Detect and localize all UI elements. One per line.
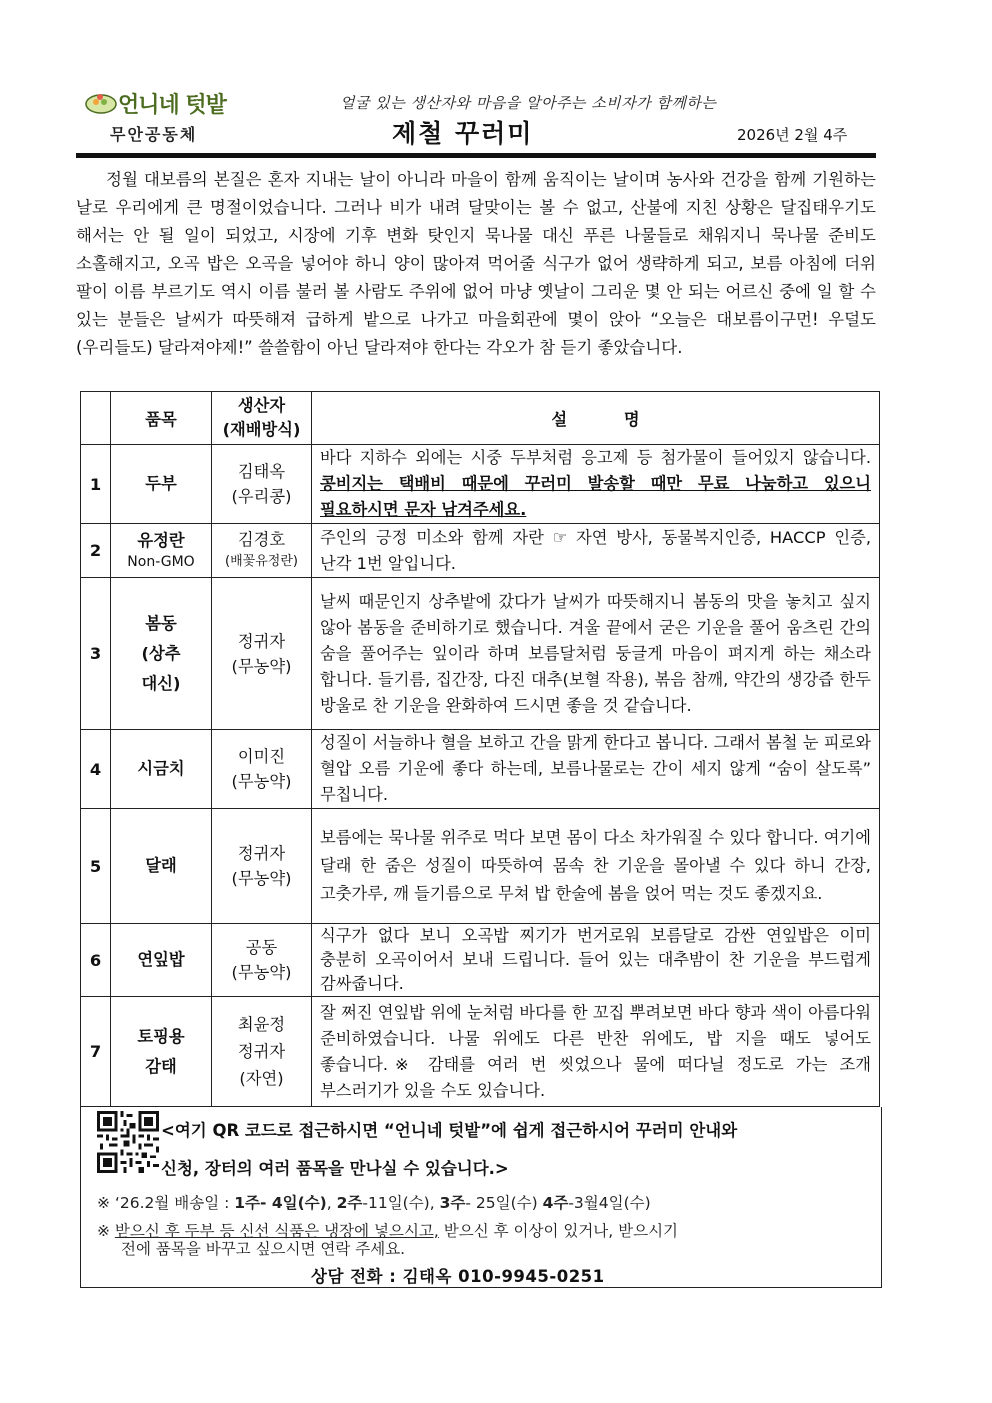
footer-box	[80, 1107, 882, 1288]
row-number: 2	[81, 524, 111, 578]
cultivation-method: (무농약)	[231, 656, 292, 676]
row-number: 1	[81, 445, 111, 524]
brand-name: 언니네 텃밭	[118, 93, 226, 118]
header-description: 설 명	[312, 392, 880, 445]
note-rest: 받으신 후 이상이 있거나, 받으시기	[438, 1222, 679, 1240]
item-name-line2: 감태	[145, 1056, 177, 1076]
cultivation-method: (무농약)	[231, 963, 292, 982]
header-no	[81, 392, 111, 445]
item-description: 식구가 없다 보니 오곡밥 찌기가 번거로워 보름달로 감싼 연잎밥은 이미 충분히 오곡이어서 보내 드립니다. 들어 있는 대추밤이 찬 기운을 부드럽게 감싸줍니다.	[312, 924, 880, 997]
producer	[212, 809, 312, 924]
intro-paragraph: 정월 대보름의 본질은 혼자 지내는 날이 아니라 마을이 함께 움직이는 날이며 농사와 건강을 함께 기원하는 날로 우리에게 큰 명절이었습니다. 그러나 비가 내려 달맞이는 볼 수 없고, 산불에 지친 상황은 달집태우기도 해서는 안 될 일이 되었고, 시장에 기후 변화 탓인지 묵나물 대신 푸른 나물들로 채워지니 묵나물 준비도 소홀해지고, 오곡 밥은 오곡을 넣어야 하니 양이 많아져 먹어줄 식구가 없어 생략하게 되고, 보름 아침에 더위 팔이 이름 부르기도 역시 이름 불러 볼 사람도 주위에 없어 마냥 옛날이 그리운 몇 안 되는 어르신 중에 일 할 수 있는 분들은 날씨가 따뜻해져 급하게 밭으로 나가고 마을회관에 몇이 앉아 “오늘은 대보름이구먼! 우덜도(우리들도) 달라져야제!” 쓸쓸함이 아닌 달라져야 한다는 각오가 참 듣기 좋았습니다.	[76, 170, 876, 357]
item-name-line3: 대신)	[141, 673, 181, 693]
brand-logo	[84, 88, 244, 148]
delivery-week3-date: - 25일(수)	[465, 1194, 543, 1212]
producer	[212, 997, 312, 1107]
item-name: 시금치	[111, 730, 212, 809]
row-number: 6	[81, 924, 111, 997]
row-number: 4	[81, 730, 111, 809]
description-highlight: 콩비지는 택배비 때문에 꾸러미 발송할 때만 무료 나눔하고 있으니 필요하시면 문자 남겨주세요.	[320, 474, 871, 519]
cultivation-method: (우리콩)	[231, 487, 292, 506]
item-description: 주인의 긍정 미소와 함께 자란 ☞ 자연 방사, 동물복지인증, HACCP 인증, 난각 1번 알입니다.	[312, 524, 880, 578]
header-divider	[76, 153, 876, 158]
page-title: 제철 꾸러미	[392, 119, 534, 148]
producer	[212, 524, 312, 578]
note-underlined: 받으신 후 두부 등 신선 식품은 냉장에 넣으시고,	[114, 1222, 439, 1240]
table-row	[81, 730, 880, 809]
row-number: 3	[81, 578, 111, 730]
cultivation-method: (자연)	[239, 1069, 284, 1088]
delivery-schedule	[97, 1191, 651, 1213]
delivery-week4-date: -3월4일(수)	[568, 1194, 651, 1212]
producer-name: 최윤정	[237, 1015, 286, 1034]
cultivation-method: (배꽃유정란)	[225, 553, 298, 569]
table-row	[81, 445, 880, 524]
qr-guide-line1: <여기 QR 코드로 접근하시면 “언니네 텃밭”에 쉽게 접근하시어 꾸러미 안내와	[161, 1121, 738, 1140]
item-name-line1: 봄동	[145, 613, 177, 633]
item-description: 보름에는 묵나물 위주로 먹다 보면 몸이 다소 차가워질 수 있다 합니다. 여기에 달래 한 줌은 성질이 따뜻하여 몸속 찬 기운을 몰아낼 수 있다 하니 간장, 고춧가루, 깨 들기름으로 무쳐 밥 한술에 봄을 얹어 먹는 것도 좋겠지요.	[312, 809, 880, 924]
header-item: 품목	[111, 392, 212, 445]
contact-phone[interactable]: 상담 전화 : 김태옥 010-9945-0251	[311, 1267, 605, 1286]
row-number: 5	[81, 809, 111, 924]
producer	[212, 445, 312, 524]
table-row	[81, 997, 880, 1107]
header-producer-label: 생산자	[237, 396, 286, 415]
item-description	[312, 445, 880, 524]
item-name-sub: Non-GMO	[127, 553, 195, 570]
producer-name-2: 정귀자	[237, 1042, 286, 1061]
cultivation-method: (무농약)	[231, 772, 292, 791]
table-row	[81, 524, 880, 578]
header-method-label: (재배방식)	[222, 420, 301, 439]
qr-code-icon[interactable]	[97, 1111, 159, 1173]
item-name	[111, 524, 212, 578]
item-name-line2: (상추	[141, 643, 181, 663]
storage-note-line2: 전에 품목을 바꾸고 싶으시면 연락 주세요.	[121, 1240, 406, 1258]
cultivation-method: (무농약)	[231, 869, 292, 888]
producer	[212, 730, 312, 809]
note-prefix: ※	[97, 1222, 115, 1240]
tagline: 얼굴 있는 생산자와 마음을 알아주는 소비자가 함께하는	[340, 94, 717, 112]
item-description: 날씨 때문인지 상추밭에 갔다가 날씨가 따뜻해지니 봄동의 맛을 놓치고 싶지 않아 봄동을 준비하기로 했습니다. 겨울 끝에서 굳은 기운을 풀어 움츠린 간의 숨을 풀어주는 잎이라 하며 보름달처럼 둥글게 마음이 펴지게 하는 채소라 합니다. 들기름, 집간장, 다진 대추(보혈 작용), 볶음 참깨, 약간의 생강즙 한두 방울로 찬 기운을 완화하여 드시면 좋을 것 같습니다.	[312, 578, 880, 730]
item-name-line1: 토핑용	[137, 1026, 185, 1046]
item-name	[111, 997, 212, 1107]
item-description: 잘 쩌진 연잎밥 위에 눈처럼 바다를 한 꼬집 뿌려보면 바다 향과 색이 아름다워 준비하였습니다. 나물 위에도 다른 반찬 위에도, 밥 지을 때도 넣어도 좋습니다.※ 감태를 여러 번 씻었으나 물에 떠다닐 정도로 가는 조개 부스러기가 있을 수도 있습니다.	[312, 997, 880, 1107]
delivery-week3: 3주	[439, 1194, 466, 1212]
row-number: 7	[81, 997, 111, 1107]
producer-name: 이미진	[237, 747, 286, 766]
table-row	[81, 809, 880, 924]
table-row	[81, 924, 880, 997]
delivery-week2: 2주	[336, 1194, 363, 1212]
delivery-week4: 4주	[542, 1194, 569, 1212]
issue-date: 2026년 2월 4주	[737, 126, 848, 144]
item-name: 연잎밥	[111, 924, 212, 997]
producer	[212, 924, 312, 997]
product-table	[80, 391, 880, 1107]
producer-name: 정귀자	[237, 844, 286, 863]
logo-icon	[84, 88, 118, 114]
producer-name: 김태옥	[237, 462, 286, 481]
item-name-main: 유정란	[137, 530, 185, 550]
item-name	[111, 578, 212, 730]
delivery-week2-date: -11일(수),	[362, 1194, 440, 1212]
delivery-prefix: ※ ‘26.2월 배송일 :	[97, 1194, 235, 1212]
item-description: 성질이 서늘하나 혈을 보하고 간을 맑게 한다고 봅니다. 그래서 봄철 눈 피로와 혈압 오름 기운에 좋다 하는데, 보름나물로는 간이 세지 않게 “숨이 살도록” 무칩니다.	[312, 730, 880, 809]
description-text: 바다 지하수 외에는 시중 두부처럼 응고제 등 첨가물이 들어있지 않습니다.	[320, 448, 871, 467]
delivery-sep: ,	[326, 1194, 337, 1212]
header-producer	[212, 392, 312, 445]
producer-name: 정귀자	[237, 631, 286, 651]
table-header-row	[81, 392, 880, 445]
qr-guide-line2: 신청, 장터의 여러 품목을 만나실 수 있습니다.>	[161, 1159, 509, 1178]
item-name: 달래	[111, 809, 212, 924]
delivery-week1: 1주- 4일(수)	[234, 1194, 327, 1212]
group-name: 무안공동체	[110, 125, 198, 144]
item-name: 두부	[111, 445, 212, 524]
producer	[212, 578, 312, 730]
table-row	[81, 578, 880, 730]
producer-name: 김경호	[237, 529, 286, 549]
producer-name: 공동	[245, 938, 278, 957]
